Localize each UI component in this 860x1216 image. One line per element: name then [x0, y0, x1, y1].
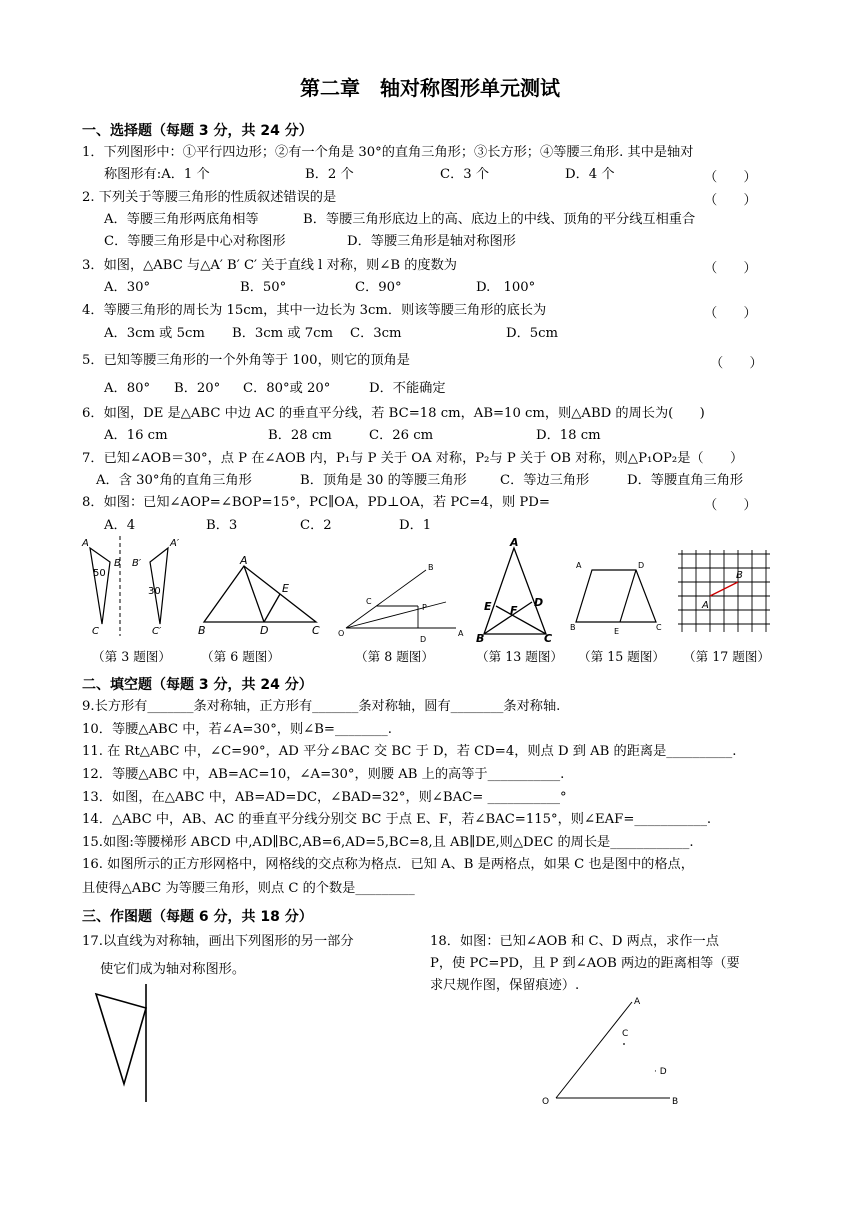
question-4-stem: 4．等腰三角形的周长为 15cm，其中一边长为 3cm．则该等腰三角形的底长为 [82, 303, 547, 318]
question-15: 15.如图:等腰梯形 ABCD 中,AD∥BC,AB=6,AD=5,BC=8,且 AB∥DE,则△DEC 的周长是____________. [82, 835, 694, 850]
page-title: 第二章 轴对称图形单元测试 [300, 76, 560, 100]
question-3-option-b: B．50° [240, 280, 287, 295]
label-E: E [484, 600, 492, 613]
question-7-option-d: D．等腰直角三角形 [627, 473, 744, 488]
question-8-option-c: C．2 [300, 518, 332, 533]
question-16: 16. 如图所示的正方形网格中，网格线的交点称为格点．已知 A、B 是两格点，如果 C 也是图中的格点， [82, 857, 694, 872]
question-1-option-b: B．2 个 [305, 167, 354, 182]
question-10: 10．等腰△ABC 中，若∠A=30°，则∠B=________. [82, 722, 392, 737]
section-heading-choice: 一、选择题（每题 3 分，共 24 分） [82, 123, 313, 139]
question-2-option-d: D．等腰三角形是轴对称图形 [347, 234, 516, 249]
answer-paren: （ ） [710, 356, 763, 371]
question-8-stem: 8．如图：已知∠AOP=∠BOP=15°，PC∥OA，PD⊥OA，若 PC=4，则 PD= [82, 495, 550, 510]
label-E: E [614, 627, 620, 636]
answer-paren: （ ） [704, 498, 757, 513]
question-14: 14．△ABC 中，AB、AC 的垂直平分线分别交 BC 于点 E、F，若∠BAC=115°，则∠EAF=___________. [82, 812, 712, 827]
label-A: A [702, 600, 709, 611]
question-3-stem: 3．如图，△ABC 与△A′ B′ C′ 关于直线 l 对称，则∠B 的度数为 [82, 258, 457, 273]
question-3-option-c: C．90° [355, 280, 402, 295]
question-18-line-1: 18．如图：已知∠AOB 和 C、D 两点，求作一点 [430, 934, 719, 949]
question-6-option-a: A．16 cm [104, 428, 168, 443]
label-C: C [656, 623, 662, 632]
figure-15 [570, 556, 670, 640]
label-C: C [312, 624, 320, 637]
label-D: · D [654, 1067, 667, 1077]
label-D: D [260, 624, 269, 637]
question-2-stem: 2. 下列关于等腰三角形的性质叙述错误的是 [82, 190, 337, 205]
question-6-option-b: B．28 cm [268, 428, 332, 443]
question-17-line-2: 使它们成为轴对称图形。 [100, 962, 246, 977]
question-1-option-d: D．4 个 [565, 167, 615, 182]
label-B: B [570, 623, 576, 632]
label-C: C [622, 1029, 629, 1039]
question-6-option-d: D．18 cm [536, 428, 601, 443]
question-4-option-a: A．3cm 或 5cm [104, 326, 205, 341]
question-2-option-c: C．等腰三角形是中心对称图形 [104, 234, 286, 249]
label-A: A [240, 554, 248, 567]
label-B: B [428, 563, 434, 572]
figure-6 [196, 556, 326, 636]
figure-8 [336, 558, 470, 646]
label-A: A [634, 997, 641, 1007]
figure-q17-drawing [90, 982, 160, 1106]
question-12: 12．等腰△ABC 中，AB=AC=10，∠A=30°，则腰 AB 上的高等于___________. [82, 767, 565, 782]
label-O: O [338, 629, 345, 638]
question-4-option-c: C．3cm [350, 326, 402, 341]
question-1-option-a: 称图形有:A．1 个 [104, 167, 210, 182]
question-7-stem: 7．已知∠AOB＝30°，点 P 在∠AOB 内，P₁与 P 关于 OA 对称，P₂与 P 关于 OB 对称，则△P₁OP₂是（ ） [82, 451, 744, 466]
question-18-line-2: P，使 PC=PD，且 P 到∠AOB 两边的距离相等（要 [430, 956, 740, 971]
label-A: A [82, 538, 89, 549]
question-3-option-a: A．30° [104, 280, 151, 295]
question-5-option-a: A．80° [104, 381, 151, 396]
label-B-prime: B′ [132, 558, 142, 569]
label-E: E [282, 582, 289, 595]
question-18-line-3: 求尺规作图，保留痕迹）. [430, 978, 580, 993]
figure-q18-angle [538, 992, 688, 1110]
question-8-option-d: D．1 [399, 518, 432, 533]
label-F: F [510, 604, 518, 617]
question-7-option-b: B．顶角是 30 的等腰三角形 [300, 473, 467, 488]
question-5-option-d: D．不能确定 [369, 381, 446, 396]
answer-paren: （ ） [704, 261, 757, 276]
label-D: D [638, 561, 645, 570]
label-A-prime: A′ [170, 538, 180, 549]
label-C-prime: C′ [152, 626, 162, 637]
label-D: D [420, 635, 427, 644]
label-A: A [458, 629, 464, 638]
question-11: 11. 在 Rt△ABC 中，∠C=90°，AD 平分∠BAC 交 BC 于 D，若 CD=4，则点 D 到 AB 的距离是__________. [82, 744, 737, 759]
question-1-option-c: C．3 个 [440, 167, 490, 182]
question-5-option-b: B．20° [174, 381, 221, 396]
angle-50: 50 [93, 568, 106, 579]
label-B: B [198, 624, 206, 637]
question-6-option-c: C．26 cm [369, 428, 434, 443]
question-9: 9.长方形有_______条对称轴，正方形有_______条对称轴，圆有________条对称轴. [82, 699, 561, 714]
caption-fig-15: （第 15 题图） [578, 649, 666, 664]
figure-3 [80, 536, 190, 642]
caption-fig-17: （第 17 题图） [683, 649, 771, 664]
question-16-continued: 且使得△ABC 为等腰三角形，则点 C 的个数是_________ [82, 881, 415, 896]
label-C: C [366, 597, 372, 606]
label-B: B [672, 1097, 679, 1107]
question-13: 13．如图，在△ABC 中，AB=AD=DC，∠BAD=32°，则∠BAC= ___________° [82, 790, 567, 805]
caption-fig-8: （第 8 题图） [355, 649, 434, 664]
caption-fig-3: （第 3 题图） [92, 649, 171, 664]
label-C: C [544, 632, 553, 645]
label-B: B [114, 558, 121, 569]
answer-paren: （ ） [704, 306, 757, 321]
question-7-option-a: A．含 30°角的直角三角形 [96, 473, 252, 488]
question-1-stem: 1．下列图形中：①平行四边形；②有一个角是 30°的直角三角形；③长方形；④等腰三角形. 其中是轴对 [82, 145, 694, 160]
question-5-option-c: C．80°或 20° [243, 381, 331, 396]
question-4-option-b: B．3cm 或 7cm [232, 326, 334, 341]
question-4-option-d: D．5cm [506, 326, 559, 341]
answer-paren: （ ） [704, 170, 757, 185]
question-6-stem: 6．如图，DE 是△ABC 中边 AC 的垂直平分线，若 BC=18 cm，AB=10 cm，则△ABD 的周长为( ) [82, 406, 705, 421]
label-D: D [534, 596, 544, 609]
section-heading-drawing: 三、作图题（每题 6 分，共 18 分） [82, 909, 313, 925]
label-B: B [736, 570, 743, 581]
caption-fig-13: （第 13 题图） [476, 649, 564, 664]
question-2-option-a: A．等腰三角形两底角相等 [104, 212, 259, 227]
label-A: A [576, 561, 582, 570]
figure-17 [678, 544, 770, 636]
figure-13 [474, 536, 564, 644]
question-7-option-c: C．等边三角形 [500, 473, 590, 488]
label-B: B [476, 632, 485, 645]
question-2-option-b: B．等腰三角形底边上的高、底边上的中线、顶角的平分线互相重合 [303, 212, 696, 227]
question-8-option-b: B．3 [206, 518, 238, 533]
question-5-stem: 5．已知等腰三角形的一个外角等于 100，则它的顶角是 [82, 353, 410, 368]
label-P: P [422, 603, 427, 612]
section-heading-fill: 二、填空题（每题 3 分，共 24 分） [82, 677, 313, 693]
label-C: C [92, 626, 99, 637]
question-8-option-a: A．4 [104, 518, 136, 533]
answer-paren: （ ） [704, 193, 757, 208]
label-O: O [542, 1097, 550, 1107]
question-17-line-1: 17.以直线为对称轴，画出下列图形的另一部分 [82, 934, 354, 949]
label-A: A [510, 536, 519, 549]
angle-30: 30 [148, 586, 161, 597]
question-3-option-d: D. 100° [476, 280, 536, 295]
caption-fig-6: （第 6 题图） [201, 649, 280, 664]
